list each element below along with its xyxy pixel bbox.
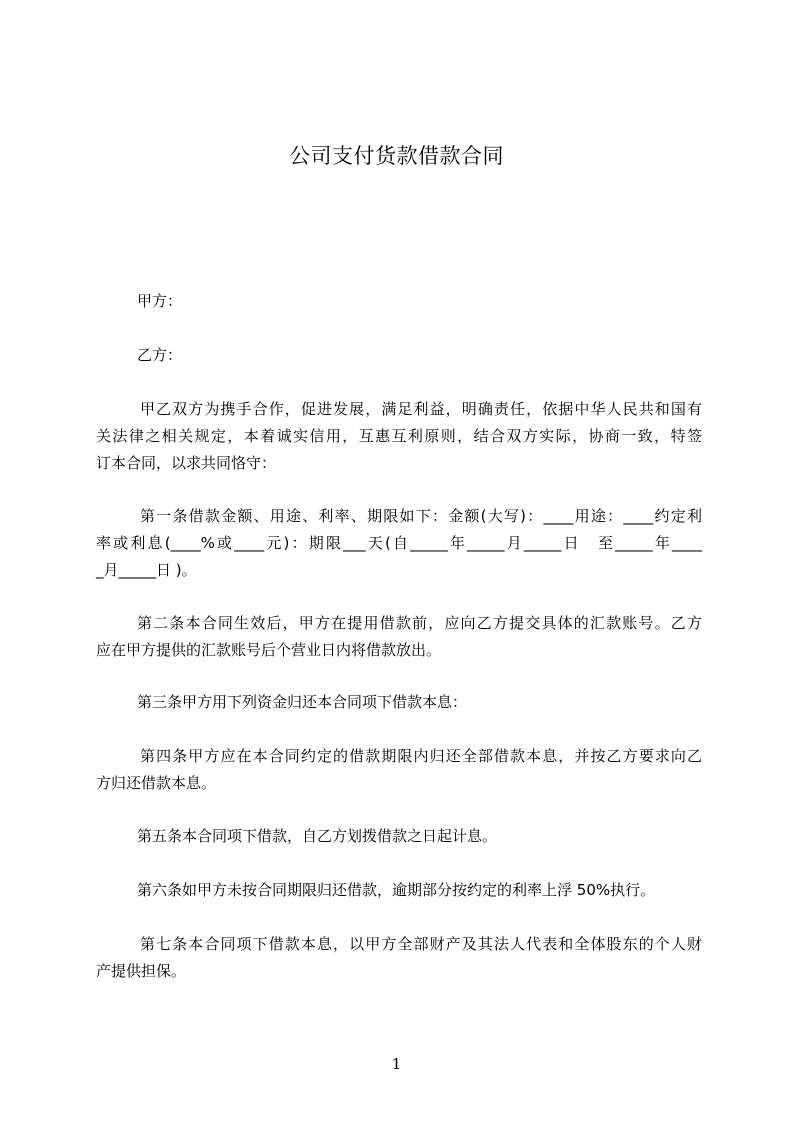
- article-6-line-1: 第六条如甲方未按合同期限归还借款，逾期部分按约定的利率上浮 50%执行。: [137, 881, 656, 899]
- party-a-label: 甲方：: [137, 292, 183, 310]
- article-5-line-1: 第五条本合同项下借款，自乙方划拨借款之日起计息。: [137, 827, 498, 845]
- intro-line-3: 订本合同，以求共同恪守：: [96, 454, 277, 472]
- article-1-line-3: _月_____日 )。: [96, 561, 197, 579]
- party-b-label: 乙方：: [137, 346, 183, 364]
- page-number: 1: [391, 1055, 402, 1073]
- article-2-line-1: 第二条本合同生效后，甲方在提用借款前，应向乙方提交具体的汇款账号。乙方: [137, 614, 702, 632]
- article-4-line-2: 方归还借款本息。: [96, 774, 217, 792]
- document-title: 公司支付货款借款合同: [289, 144, 504, 168]
- intro-line-1: 甲乙双方为携手合作，促进发展，满足利益，明确责任，依据中华人民共和国有: [140, 400, 702, 418]
- article-1-line-2: 率或利息(____%或____元)：期限___天(自_____年_____月_____日 至_____年____: [96, 534, 702, 552]
- article-7-line-2: 产提供担保。: [96, 962, 187, 980]
- article-1-line-1: 第一条借款金额、用途、利率、期限如下：金额(大写)：____用途：____约定利: [140, 507, 702, 525]
- intro-line-2: 关法律之相关规定，本着诚实信用，互惠互利原则，结合双方实际，协商一致，特签: [96, 427, 702, 445]
- article-2-line-2: 应在甲方提供的汇款账号后个营业日内将借款放出。: [96, 641, 442, 659]
- article-3-line-1: 第三条甲方用下列资金归还本合同项下借款本息：: [137, 693, 468, 711]
- article-7-line-1: 第七条本合同项下借款本息，以甲方全部财产及其法人代表和全体股东的个人财: [140, 935, 702, 953]
- article-4-line-1: 第四条甲方应在本合同约定的借款期限内归还全部借款本息，并按乙方要求向乙: [140, 747, 702, 765]
